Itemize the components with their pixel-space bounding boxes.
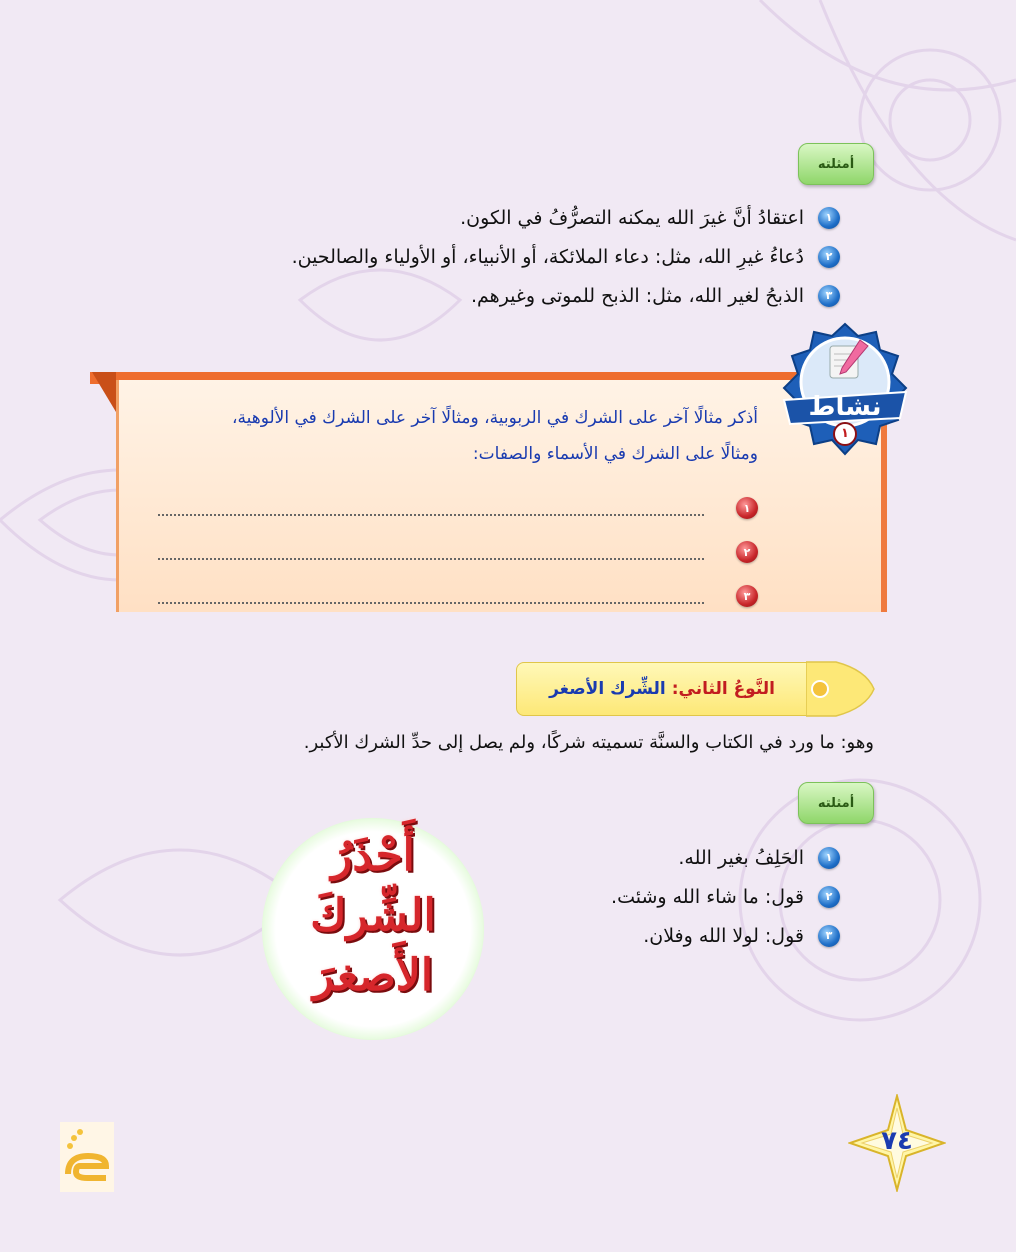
list-item xyxy=(611,838,840,877)
answer-blank[interactable] xyxy=(158,544,704,560)
page-number: ٧٤ xyxy=(881,1126,913,1156)
answer-line[interactable] xyxy=(158,530,758,574)
number-badge: ٣ xyxy=(818,925,840,947)
activity-answer-lines xyxy=(158,486,758,618)
publisher-logo-icon xyxy=(60,1122,114,1192)
list-item-text: قول: ما شاء الله وشئت. xyxy=(611,885,804,908)
number-badge: ٣ xyxy=(818,285,840,307)
banner-tip-icon xyxy=(806,660,876,718)
number-badge: ١ xyxy=(818,207,840,229)
number-badge: ٢ xyxy=(736,541,758,563)
number-badge: ٢ xyxy=(818,246,840,268)
section-banner xyxy=(516,662,816,716)
answer-line[interactable] xyxy=(158,574,758,618)
list-item xyxy=(292,198,840,237)
list-item-text: الحَلِفُ بغير الله. xyxy=(678,846,804,869)
activity-text-line-1: أذكر مثالًا آخر على الشرك في الربوبية، ومثالًا آخر على الشرك في الألوهية، xyxy=(232,408,758,428)
list-item xyxy=(611,916,840,955)
answer-blank[interactable] xyxy=(158,588,704,604)
list-item-text: قول: لولا الله وفلان. xyxy=(643,924,804,947)
activity-text-line-2: ومثالًا على الشرك في الأسماء والصفات: xyxy=(472,444,758,464)
definition-text: وهو: ما ورد في الكتاب والسنَّة تسميته شركًا، ولم يصل إلى حدِّ الشرك الأكبر. xyxy=(303,732,874,753)
answer-blank[interactable] xyxy=(158,500,704,516)
warning-line-3: الأَصغرَ xyxy=(312,950,434,1001)
list-item-text: دُعاءُ غيرِ الله، مثل: دعاء الملائكة، أو الأنبياء، أو الأولياء والصالحين. xyxy=(291,245,804,268)
number-badge: ١ xyxy=(736,497,758,519)
section-name: الشِّرك الأصغر xyxy=(549,679,666,699)
activity-badge-label: نشاط xyxy=(808,392,882,422)
list-item-text: الذبحُ لغير الله، مثل: الذبح للموتى وغيرهم. xyxy=(470,284,804,307)
activity-instructions xyxy=(148,400,758,472)
number-badge: ٣ xyxy=(736,585,758,607)
warning-line-1: أَحْذَرُ xyxy=(331,830,415,881)
list-item xyxy=(611,877,840,916)
answer-line[interactable] xyxy=(158,486,758,530)
examples-tag: أمثلته xyxy=(798,143,874,185)
section-label: النَّوعُ الثاني: xyxy=(671,679,775,699)
list-item-text: اعتقادُ أنَّ غيرَ الله يمكنه التصرُّفُ في الكون. xyxy=(460,206,804,229)
activity-badge-number: ١ xyxy=(841,426,849,441)
examples-list xyxy=(292,198,840,315)
warning-text xyxy=(262,826,484,1006)
list-item xyxy=(292,276,840,315)
examples-list xyxy=(611,838,840,955)
number-badge: ١ xyxy=(818,847,840,869)
examples-tag: أمثلته xyxy=(798,782,874,824)
activity-fold xyxy=(92,372,116,412)
warning-line-2: الشِّركَ xyxy=(310,890,436,941)
number-badge: ٢ xyxy=(818,886,840,908)
list-item xyxy=(292,237,840,276)
